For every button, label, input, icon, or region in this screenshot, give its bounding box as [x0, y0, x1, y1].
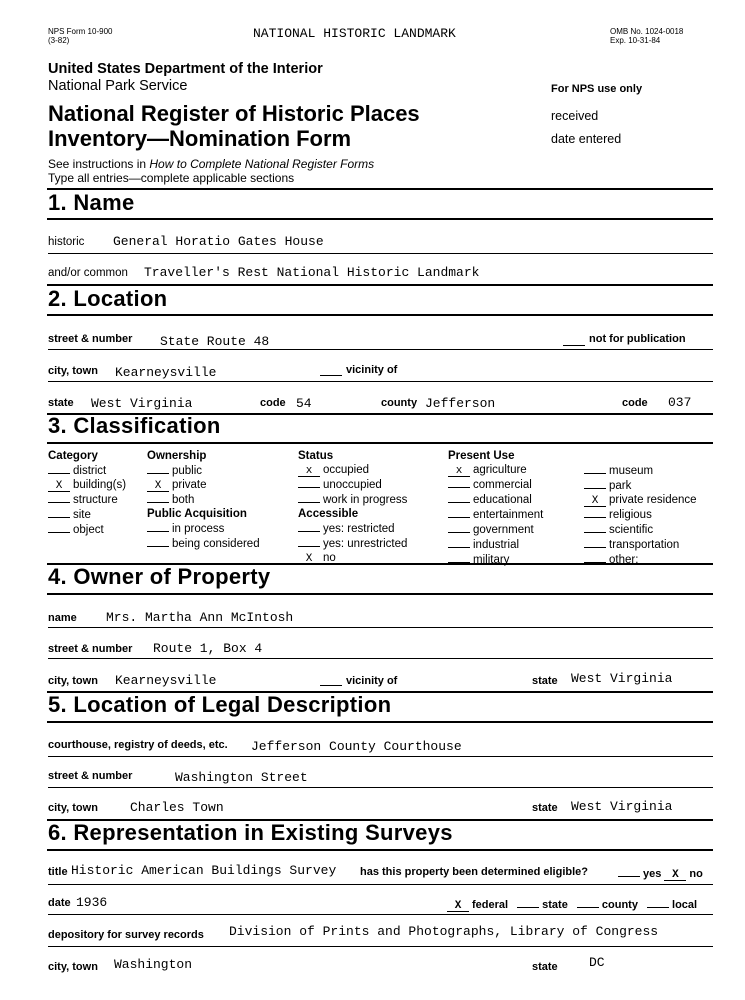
survey-title-field[interactable]: Historic American Buildings Survey [71, 863, 337, 878]
acquisition-in-process[interactable]: in process [147, 521, 260, 536]
use-commercial[interactable]: commercial [448, 477, 543, 492]
date-label: date [48, 897, 71, 909]
code-label: code [260, 397, 286, 409]
location-state-field[interactable]: West Virginia [91, 396, 193, 411]
status-heading: Status [298, 450, 334, 462]
acquisition-heading: Public Acquisition [147, 508, 247, 520]
accessible-restricted[interactable]: yes: restricted [298, 521, 407, 536]
form-number: NPS Form 10-900 [48, 27, 113, 36]
instructions-2: Type all entries—complete applicable sections [48, 171, 295, 185]
field-line [48, 253, 713, 254]
common-label: and/or common [48, 267, 128, 279]
county-field[interactable]: Jefferson [425, 396, 496, 411]
owner-street-field[interactable]: Route 1, Box 4 [153, 641, 263, 656]
state-label: state [532, 961, 558, 973]
expiration: Exp. 10-31-84 [610, 36, 661, 45]
field-line [48, 349, 713, 350]
survey-state-field[interactable]: DC [589, 955, 605, 970]
omb-number: OMB No. 1024-0018 [610, 27, 684, 36]
section-rule [47, 442, 713, 444]
code-label: code [622, 397, 648, 409]
status-occupied[interactable]: x occupied [298, 463, 407, 477]
status-column [298, 449, 407, 565]
accessible-heading: Accessible [298, 508, 359, 520]
section-rule [47, 721, 713, 723]
county-label: county [381, 397, 418, 409]
accessible-no[interactable]: X no [298, 551, 407, 565]
location-street-field[interactable]: State Route 48 [160, 334, 270, 349]
state-code-field[interactable]: 54 [296, 396, 312, 411]
category-buildings[interactable]: X building(s) [48, 478, 126, 492]
ownership-both[interactable]: both [147, 492, 260, 507]
survey-title-label: title [48, 866, 68, 878]
acquisition-being-considered[interactable]: being considered [147, 536, 260, 551]
section-rule [47, 218, 713, 220]
courthouse-label: courthouse, registry of deeds, etc. [48, 739, 228, 751]
landmark-stamp: NATIONAL HISTORIC LANDMARK [253, 26, 456, 41]
jurisdiction-options [447, 897, 697, 912]
depository-label: depository for survey records [48, 929, 204, 941]
eligible-options [618, 866, 703, 881]
use-educational[interactable]: educational [448, 492, 543, 507]
field-line [48, 627, 713, 628]
state-box[interactable] [517, 897, 539, 908]
street-label: street & number [48, 770, 133, 782]
form-title-1: National Register of Historic Places [48, 101, 420, 126]
vicinity-label[interactable]: vicinity of [346, 364, 398, 376]
status-unoccupied[interactable]: unoccupied [298, 477, 407, 492]
nps-use-title: For NPS use only [551, 83, 643, 95]
courthouse-field[interactable]: Jefferson County Courthouse [251, 739, 462, 754]
survey-date-field[interactable]: 1936 [76, 895, 108, 910]
ownership-private[interactable]: X private [147, 478, 260, 492]
section-rule [47, 314, 713, 316]
eligible-question: has this property been determined eligible? [360, 866, 588, 878]
local-option-label: local [672, 899, 698, 911]
present-use-column-1 [448, 449, 543, 567]
use-transportation[interactable]: transportation [584, 537, 697, 552]
owner-state-field[interactable]: West Virginia [571, 671, 673, 686]
field-line [48, 914, 713, 915]
legal-city-field[interactable]: Charles Town [130, 800, 224, 815]
historic-label: historic [48, 236, 85, 248]
legal-state-field[interactable]: West Virginia [571, 799, 673, 814]
state-label: state [532, 675, 558, 687]
nps-date-entered: date entered [551, 132, 622, 146]
city-label: city, town [48, 365, 98, 377]
instructions: See instructions in How to Complete National Register Forms [48, 157, 375, 171]
status-work-in-progress[interactable]: work in progress [298, 492, 407, 507]
survey-city-field[interactable]: Washington [114, 957, 193, 972]
vicinity-label[interactable]: vicinity of [346, 675, 398, 687]
use-industrial[interactable]: industrial [448, 537, 543, 552]
field-line [48, 787, 713, 788]
field-line [48, 884, 713, 885]
eligible-yes-box[interactable] [618, 866, 640, 877]
state-label: state [48, 397, 74, 409]
ownership-public[interactable]: public [147, 463, 260, 478]
section-rule [47, 849, 713, 851]
section-6-title: 6. Representation in Existing Surveys [48, 820, 453, 845]
owner-name-label: name [48, 612, 77, 624]
federal-label: federal [472, 899, 509, 911]
state-option-label: state [542, 899, 568, 911]
park-service: National Park Service [48, 78, 188, 94]
category-structure[interactable]: structure [48, 492, 126, 507]
nps-received: received [551, 109, 599, 123]
category-column [48, 449, 126, 537]
form-revision: (3-82) [48, 36, 70, 45]
county-code-field[interactable]: 037 [668, 395, 692, 410]
ownership-column [147, 449, 260, 551]
present-use-column-2 [584, 463, 697, 567]
section-2-title: 2. Location [48, 286, 168, 311]
common-name-field[interactable]: Traveller's Rest National Historic Landmark [144, 265, 480, 280]
use-scientific[interactable]: scientific [584, 522, 697, 537]
section-3-title: 3. Classification [48, 413, 221, 438]
local-box[interactable] [647, 897, 669, 908]
location-city-field[interactable]: Kearneysville [115, 365, 217, 380]
use-private-residence[interactable]: X private residence [584, 493, 697, 507]
legal-street-field[interactable]: Washington Street [175, 770, 308, 785]
use-entertainment[interactable]: entertainment [448, 507, 543, 522]
use-government[interactable]: government [448, 522, 543, 537]
section-5-title: 5. Location of Legal Description [48, 692, 392, 717]
eligible-yes-label: yes [643, 868, 662, 880]
federal-box[interactable]: X [447, 901, 469, 912]
section-4-title: 4. Owner of Property [48, 564, 271, 589]
use-religious[interactable]: religious [584, 507, 697, 522]
field-line [320, 375, 342, 376]
category-site[interactable]: site [48, 507, 126, 522]
county-box[interactable] [577, 897, 599, 908]
field-line [48, 658, 713, 659]
historic-name-field[interactable]: General Horatio Gates House [113, 234, 324, 249]
field-line [563, 345, 585, 346]
county-option-label: county [601, 899, 638, 911]
city-label: city, town [48, 675, 98, 687]
city-label: city, town [48, 802, 98, 814]
state-label: state [532, 802, 558, 814]
street-label: street & number [48, 333, 133, 345]
field-line [48, 381, 713, 382]
not-for-publication-label[interactable]: not for publication [589, 333, 686, 345]
field-line [320, 685, 342, 686]
use-museum[interactable]: museum [584, 463, 697, 478]
accessible-unrestricted[interactable]: yes: unrestricted [298, 536, 407, 551]
form-title-2: Inventory—Nomination Form [48, 126, 352, 151]
eligible-no-box[interactable]: X [664, 870, 686, 881]
owner-name-field[interactable]: Mrs. Martha Ann McIntosh [106, 610, 294, 625]
present-use-heading: Present Use [448, 450, 515, 462]
street-label: street & number [48, 643, 133, 655]
owner-city-field[interactable]: Kearneysville [115, 673, 217, 688]
category-heading: Category [48, 450, 98, 462]
use-park[interactable]: park [584, 478, 697, 493]
section-rule [47, 593, 713, 595]
use-other[interactable]: other: [584, 552, 697, 567]
category-district[interactable]: district [48, 463, 126, 478]
use-military[interactable]: military [448, 552, 543, 567]
field-line [48, 946, 713, 947]
section-1-title: 1. Name [48, 190, 135, 215]
eligible-no-label: no [689, 868, 703, 880]
use-agriculture[interactable]: x agriculture [448, 463, 543, 477]
department: United States Department of the Interior [48, 61, 323, 77]
section-rule [47, 188, 713, 190]
city-label: city, town [48, 961, 98, 973]
ownership-heading: Ownership [147, 450, 207, 462]
depository-field[interactable]: Division of Prints and Photographs, Library of Congress [229, 924, 659, 939]
category-object[interactable]: object [48, 522, 126, 537]
field-line [48, 756, 713, 757]
